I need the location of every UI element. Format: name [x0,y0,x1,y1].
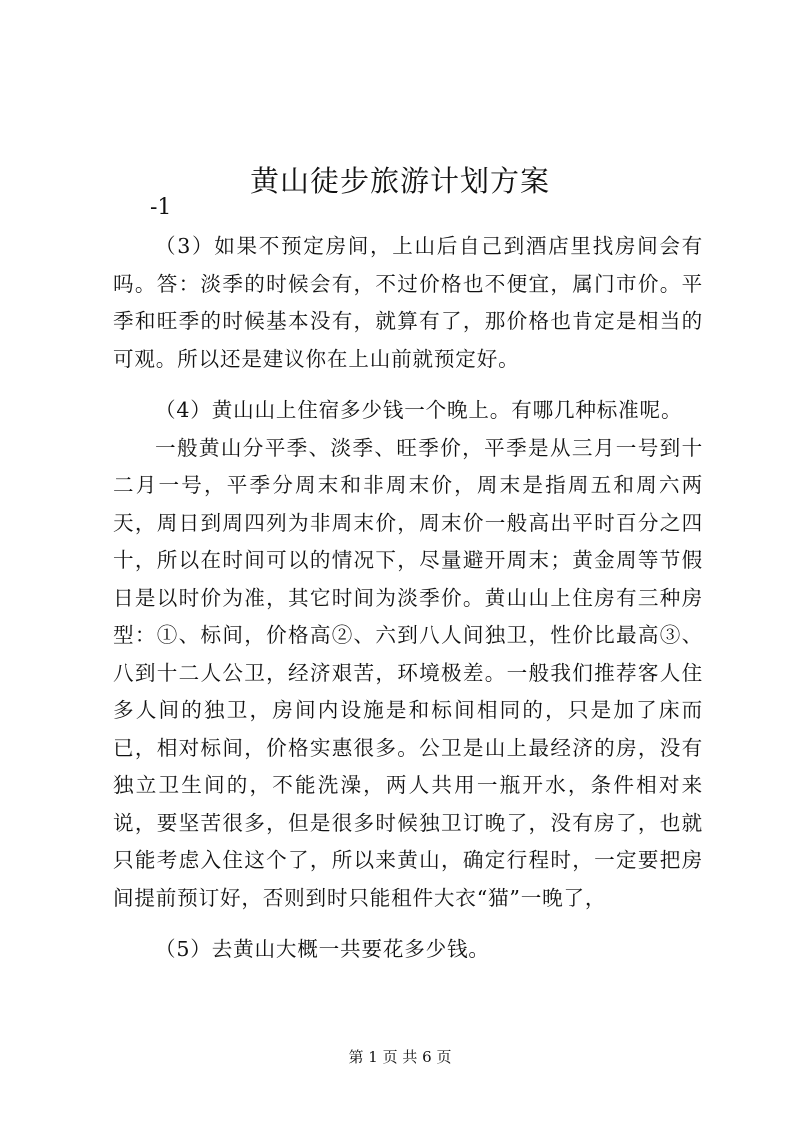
section-marker: -1 [150,195,172,220]
paragraph-q4-answer: 一般黄山分平季、淡季、旺季价，平季是从三月一号到十二月一号，平季分周末和非周末价，周末是指周五和周六两天，周日到周四列为非周末价，周末价一般高出平时百分之四十，所以在时间可以的情况下，尽量避开周末；黄金周等节假日是以时价为准，其它时间为淡季价。黄山山上住房有三种房型：①、标间，价格高②、六到八人间独卫，性价比最高③、八到十二人公卫，经济艰苦，环境极差。一般我们推荐客人住多人间的独卫，房间内设施是和标间相同的，只是加了床而已，相对标间，价格实惠很多。公卫是山上最经济的房，没有独立卫生间的，不能洗澡，两人共用一瓶开水，条件相对来说，要坚苦很多，但是很多时候独卫订晚了，没有房了，也就只能考虑入住这个了，所以来黄山，确定行程时，一定要把房间提前预订好，否则到时只能租件大衣“猫”一晚了， [113,435,703,910]
document-title: 黄山徒步旅游计划方案 [249,164,550,199]
paragraph-q4: （4）黄山山上住宿多少钱一个晚上。有哪几种标准呢。 [155,398,683,422]
page-footer: 第 1 页 共 6 页 [348,1048,452,1066]
paragraph-q3: （3）如果不预定房间，上山后自己到酒店里找房间会有吗。答：淡季的时候会有，不过价格也不便宜，属门市价。平季和旺季的时候基本没有，就算有了，那价格也肯定是相当的可观。所以还是建议你在上山前就预定好。 [113,234,703,371]
paragraph-q5: （5）去黄山大概一共要花多少钱。 [155,937,490,961]
document-body [113,228,703,969]
